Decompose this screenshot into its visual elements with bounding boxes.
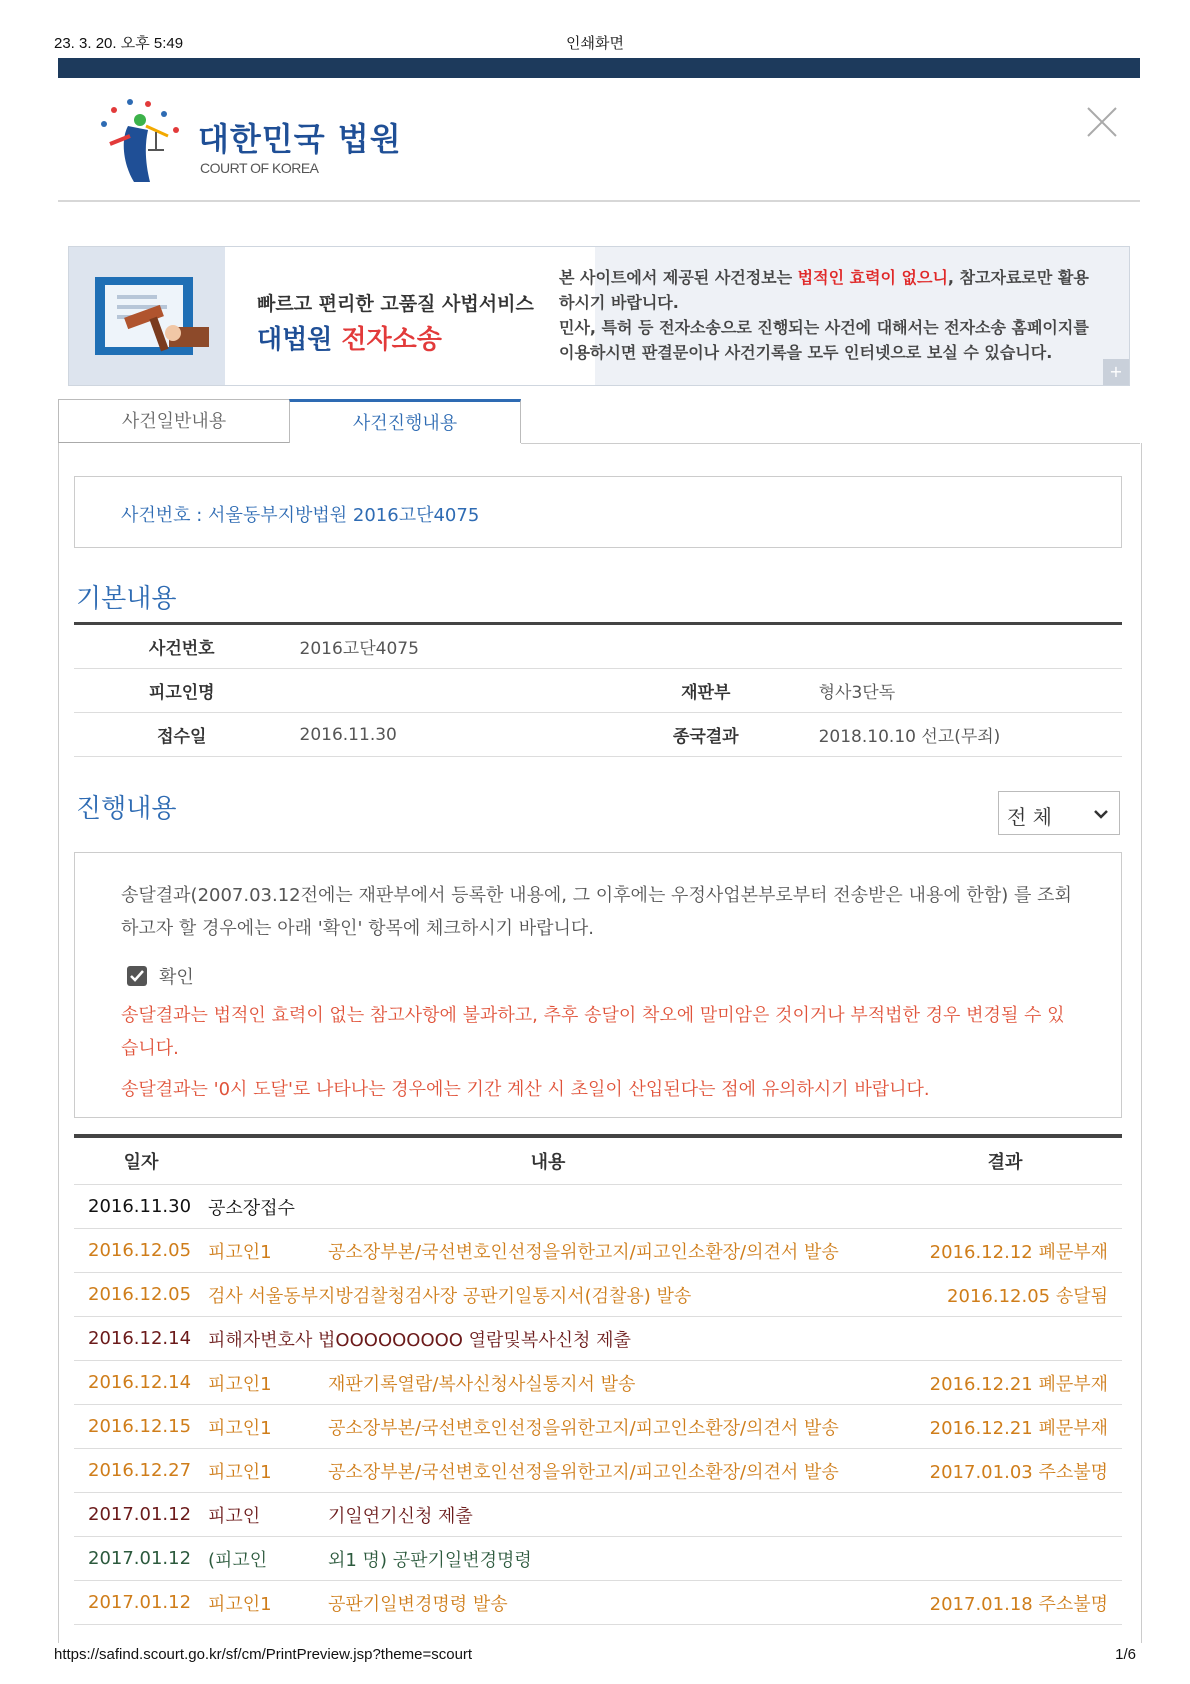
table-row: 2016.12.27 피고인1 공소장부본/국선변호인선정을위한고지/피고인소환장/의견서 발송 2017.01.03 주소불명 (74, 1449, 1122, 1493)
column-header-date: 일자 (74, 1136, 208, 1185)
top-bar (58, 58, 1140, 78)
progress-filter-select[interactable] (998, 791, 1120, 835)
table-row: 2016.12.14 피해자변호사 법OOOOOOOOO 열람및복사신청 제출 (74, 1317, 1122, 1361)
filter-value: 전 체 (1007, 805, 1052, 829)
tab-progress[interactable]: 사건진행내용 (289, 399, 521, 443)
checkmark-icon (127, 966, 147, 986)
progress-history-table (74, 1134, 1122, 1625)
logo-subtitle: COURT OF KOREA (200, 160, 319, 176)
table-row: 2017.01.12 피고인1 공판기일변경명령 발송 2017.01.18 주소불명 (74, 1581, 1122, 1625)
received-label: 접수일 (74, 713, 290, 757)
notice-text: 송달결과(2007.03.12전에는 재판부에서 등록한 내용에, 그 이후에는 우정사업본부로부터 전송받은 내용에 한함) 를 조회하고자 할 경우에는 아래 '확인' 항목에 체크하시기 바랍니다. (121, 885, 1072, 939)
result-label: 종국결과 (603, 713, 809, 757)
table-row: 2016.12.15 피고인1 공소장부본/국선변호인선정을위한고지/피고인소환장/의견서 발송 2016.12.21 폐문부재 (74, 1405, 1122, 1449)
logo-title[interactable]: 대한민국 법원 (198, 120, 402, 158)
print-title: 인쇄화면 (566, 35, 624, 52)
banner-notice: 본 사이트에서 제공된 사건정보는 법적인 효력이 없으니, 참고자료로만 활용하시기 바랍니다. 민사, 특허 등 전자소송으로 진행되는 사건에 대해서는 전자소송 홈페이지를 이용하시면 판결문이나 사건기록을 모두 인터넷으로 보실 수 있습니다. (559, 268, 1089, 362)
basic-info-table (74, 622, 1122, 757)
court-label: 재판부 (603, 669, 809, 713)
table-row: 2017.01.12 피고인 기일연기신청 제출 (74, 1493, 1122, 1537)
delivery-notice (74, 852, 1122, 1118)
defendant-value (290, 669, 603, 713)
banner-illustration (69, 247, 225, 385)
page-indicator: 1/6 (1115, 1646, 1136, 1663)
chevron-down-icon (1093, 806, 1109, 822)
table-row: 2016.12.05 검사 서울동부지방검찰청검사장 공판기일통지서(검찰용) 발송 2016.12.05 송달됨 (74, 1273, 1122, 1317)
table-row: 2017.01.12 (피고인 외1 명) 공판기일변경명령 (74, 1537, 1122, 1581)
column-header-content: 내용 (208, 1136, 888, 1185)
print-url: https://safind.scourt.go.kr/sf/cm/PrintPreview.jsp?theme=scourt (54, 1646, 473, 1663)
warning-text-2: 송달결과는 '0시 도달'로 나타나는 경우에는 기간 계산 시 초일이 산입된다는 점에 유의하시기 바랍니다. (121, 1079, 930, 1100)
case-number-box (74, 476, 1122, 548)
close-icon[interactable] (1084, 104, 1120, 140)
banner-expand-icon[interactable]: + (1103, 359, 1129, 385)
e-litigation-banner[interactable] (68, 246, 1130, 386)
case-no-label: 사건번호 (74, 624, 290, 669)
result-value: 2018.10.10 선고(무죄) (809, 713, 1122, 757)
banner-tagline: 빠르고 편리한 고품질 사법서비스 (257, 293, 534, 315)
section-title-progress: 진행내용 (76, 794, 177, 824)
case-no-value: 2016고단4075 (290, 624, 1122, 669)
table-row: 2016.12.05 피고인1 공소장부본/국선변호인선정을위한고지/피고인소환장/의견서 발송 2016.12.12 폐문부재 (74, 1229, 1122, 1273)
confirm-checkbox[interactable] (127, 966, 147, 986)
court-value: 형사3단독 (809, 669, 1122, 713)
print-date: 23. 3. 20. 오후 5:49 (54, 35, 184, 52)
gavel-document-icon (69, 247, 225, 385)
banner-title: 대법원 전자소송 (257, 325, 442, 355)
column-header-result: 결과 (888, 1136, 1122, 1185)
court-emblem-icon (90, 96, 186, 188)
received-value: 2016.11.30 (290, 713, 603, 757)
site-header (58, 78, 1140, 202)
section-title-basic: 기본내용 (76, 584, 177, 614)
tab-general[interactable]: 사건일반내용 (58, 399, 290, 443)
table-row: 2016.11.30 공소장접수 (74, 1185, 1122, 1229)
table-row: 2016.12.14 피고인1 재판기록열람/복사신청사실통지서 발송 2016.12.21 폐문부재 (74, 1361, 1122, 1405)
case-number-line: 사건번호 : 서울동부지방법원 2016고단4075 (121, 505, 480, 526)
confirm-label[interactable]: 확인 (159, 967, 194, 988)
defendant-label: 피고인명 (74, 669, 290, 713)
warning-text-1: 송달결과는 법적인 효력이 없는 참고사항에 불과하고, 추후 송달이 착오에 말미암은 것이거나 부적법한 경우 변경될 수 있습니다. (121, 1005, 1065, 1059)
